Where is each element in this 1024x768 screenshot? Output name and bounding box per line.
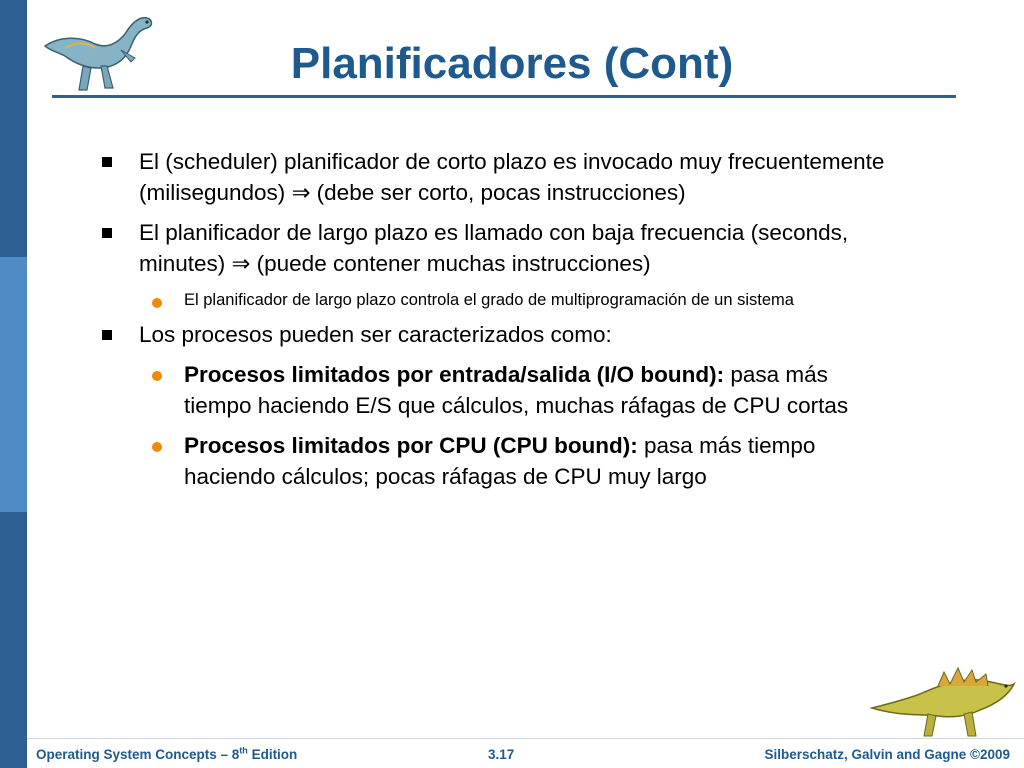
footer-book-title: Operating System Concepts – 8th Edition — [36, 745, 298, 762]
sidebar-bottom-block — [0, 512, 27, 768]
bullet-item-1: El (scheduler) planificador de corto plazo es invocado muy frecuentemente (milisegundos) ⇒ (debe ser corto, pocas instrucciones) — [100, 146, 900, 208]
square-bullet-icon — [102, 157, 112, 167]
square-bullet-icon — [102, 330, 112, 340]
footer-authors: Silberschatz, Galvin and Gagne ©2009 — [764, 747, 1010, 762]
bullet-item-2: El planificador de largo plazo es llamado con baja frecuencia (seconds, minutes) ⇒ (puede contener muchas instrucciones) — [100, 217, 900, 279]
circle-bullet-icon — [152, 442, 162, 452]
dinosaur-icon — [868, 660, 1018, 742]
sub-bullet-item: El planificador de largo plazo controla el grado de multiprogramación de un sistema — [100, 288, 900, 312]
sub-bullet-item: Procesos limitados por entrada/salida (I/O bound): pasa más tiempo haciendo E/S que cálculos, muchas ráfagas de CPU cortas — [100, 359, 900, 421]
slide-title: Planificadores (Cont) — [290, 39, 734, 88]
circle-bullet-icon — [152, 371, 162, 381]
title-divider — [52, 95, 956, 98]
bullet-item-3: Los procesos pueden ser caracterizados como: — [100, 319, 900, 350]
sidebar-middle-block — [0, 257, 27, 512]
slide-content — [100, 146, 900, 501]
sub-bullet-item: Procesos limitados por CPU (CPU bound): pasa más tiempo haciendo cálculos; pocas ráfagas de CPU muy largo — [100, 430, 900, 492]
square-bullet-icon — [102, 228, 112, 238]
circle-bullet-icon — [152, 298, 162, 308]
footer-divider — [27, 738, 1024, 739]
implies-arrow-icon: ⇒ — [291, 180, 311, 205]
implies-arrow-icon: ⇒ — [231, 251, 251, 276]
page-number: 3.17 — [488, 747, 515, 762]
sidebar-stripe — [0, 0, 27, 768]
